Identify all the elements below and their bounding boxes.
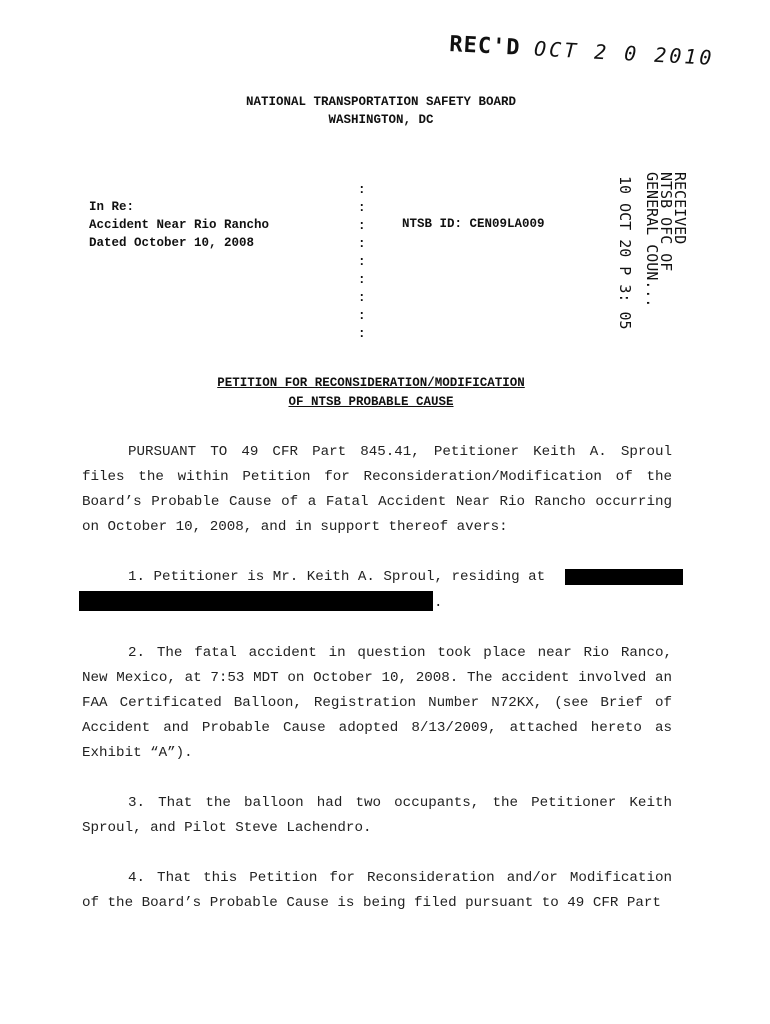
paragraph-3	[82, 791, 672, 841]
side-stamp-datetime: 10 OCT 20 P 3: 05	[616, 176, 634, 330]
paragraph-2	[82, 641, 672, 766]
agency-location: WASHINGTON, DC	[328, 113, 434, 127]
received-mark: REC'D	[448, 32, 522, 61]
caption-accident: Accident Near Rio Rancho	[89, 218, 270, 232]
caption-colon: :	[358, 327, 366, 341]
received-stamp	[449, 32, 715, 71]
redacted-address-line-1	[565, 569, 683, 585]
side-stamp-counsel: GENERAL COUN...	[643, 172, 661, 308]
caption-colon: :	[358, 201, 366, 215]
caption-in-re: In Re:	[89, 200, 135, 214]
paragraph-4	[82, 866, 672, 916]
redacted-address-line-2	[79, 591, 433, 611]
intro-paragraph	[82, 440, 672, 540]
caption-colon: :	[358, 273, 366, 287]
caption-colon: :	[358, 255, 366, 269]
caption-colon: :	[358, 219, 366, 233]
petition-title: PETITION FOR RECONSIDERATION/MODIFICATION	[217, 376, 525, 390]
caption-colon: :	[358, 183, 366, 197]
caption-colon: :	[358, 237, 366, 251]
side-stamp-received: RECEIVED	[671, 172, 689, 245]
ntsb-id: NTSB ID: CEN09LA009	[402, 217, 545, 231]
side-stamp-office: NTSB OFC OF	[657, 172, 675, 272]
paragraph-1-text: 1. Petitioner is Mr. Keith A. Sproul, residing at	[128, 569, 546, 585]
paragraph-2-text: 2. The fatal accident in question took place near Rio Ranco, New Mexico, at 7:53 MDT on October 10, 2008. The accident involved an FAA Certificated Balloon, Registration Number N72KX, (see Brief of Accident and Probable Cause adopted 8/13/2009, attached hereto as Exhibit “A”).	[82, 645, 672, 761]
caption-dated: Dated October 10, 2008	[89, 236, 255, 250]
paragraph-4-text: 4. That this Petition for Reconsideration and/or Modification of the Board’s Probable Cause is being filed pursuant to 49 CFR Part	[82, 870, 672, 911]
petition-subtitle: OF NTSB PROBABLE CAUSE	[288, 395, 454, 409]
agency-name: NATIONAL TRANSPORTATION SAFETY BOARD	[245, 95, 517, 109]
received-date: OCT 2 0 2010	[533, 36, 716, 70]
caption-colon: :	[358, 291, 366, 305]
caption-colon: :	[358, 309, 366, 323]
intro-text: PURSUANT TO 49 CFR Part 845.41, Petitioner Keith A. Sproul files the within Petition for Reconsideration/Modification of the Board’s Probable Cause of a Fatal Accident Near Rio Rancho occurring on October 10, 2008, and in support thereof avers:	[82, 444, 672, 535]
paragraph-3-text: 3. That the balloon had two occupants, the Petitioner Keith Sproul, and Pilot Steve Lachendro.	[82, 795, 672, 836]
paragraph-1-end: .	[434, 595, 443, 611]
